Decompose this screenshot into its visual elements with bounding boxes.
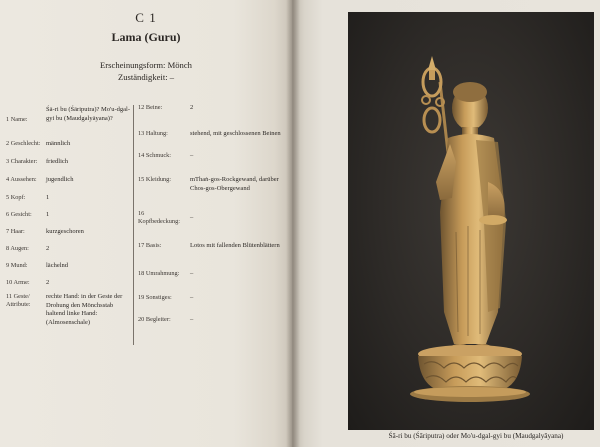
attr-label: 19 Sonstiges: <box>138 294 172 301</box>
attr-label: 17 Basis: <box>138 242 162 249</box>
attr-value: – <box>190 214 194 221</box>
attr-value: 2 <box>46 279 50 286</box>
attr-value: friedlich <box>46 158 69 165</box>
attr-value: – <box>190 316 194 323</box>
attr-value: mThaṅ-gos-Rockgewand, darüber Chos-gos-Obergewand <box>190 176 279 192</box>
attr-label: 1 Name: <box>6 116 28 123</box>
attr-label: 3 Charakter: <box>6 158 38 165</box>
attr-label: 7 Haar: <box>6 228 25 235</box>
attr-label: 11 Geste/ Attribute: <box>6 293 31 308</box>
attr-value: – <box>190 152 194 159</box>
lotus-base <box>410 345 530 402</box>
attr-value: 1 <box>46 211 50 218</box>
attr-value: männlich <box>46 140 71 147</box>
attr-label: 2 Geschlecht: <box>6 140 41 147</box>
entry-title: Lama (Guru) <box>111 30 181 44</box>
attr-value: Lotos mit fallenden Blütenblättern <box>190 242 280 249</box>
attr-value: lächelnd <box>46 262 69 269</box>
attr-value: – <box>190 270 194 277</box>
attr-value: jugendlich <box>46 176 74 183</box>
attr-label: 4 Aussehen: <box>6 176 37 183</box>
attr-label: 15 Kleidung: <box>138 176 172 183</box>
attr-value: 2 <box>46 245 50 252</box>
column-divider <box>133 105 134 345</box>
attr-label: 20 Begleiter: <box>138 316 171 323</box>
attr-label: 16 Kopfbedeckung: <box>138 210 180 225</box>
attr-value: kurzgeschoren <box>46 228 84 235</box>
statue-photo <box>348 12 594 430</box>
attr-value: – <box>190 294 194 301</box>
attr-label: 6 Gesicht: <box>6 211 32 218</box>
attr-value: 1 <box>46 194 50 201</box>
attr-label: 13 Haltung: <box>138 130 168 137</box>
attr-label: 18 Umrahmung: <box>138 270 180 277</box>
left-page <box>0 0 292 447</box>
attr-value: stehend, mit geschlossenen Beinen <box>190 130 281 137</box>
erscheinungsform: Erscheinungsform: Mönch <box>100 60 192 70</box>
attr-label: 9 Mund: <box>6 262 28 269</box>
book-gutter <box>286 0 300 447</box>
attr-label: 5 Kopf: <box>6 194 26 201</box>
attr-value: 2 <box>190 104 194 111</box>
attr-value: rechte Hand: in der Geste der Drohung den Mönchsstab haltend linke Hand: (Almosenschale) <box>46 293 123 326</box>
attr-label: 12 Beine: <box>138 104 163 111</box>
attr-label: 8 Augen: <box>6 245 29 252</box>
attr-value: Śā-ri bu (Śāriputra)? Mo'u-dgal-gyi bu (Maudgalyāyana)? <box>46 106 131 122</box>
zustaendigkeit: Zuständigkeit: – <box>117 72 175 82</box>
attr-label: 10 Arme: <box>6 279 30 286</box>
entry-code: C 1 <box>135 10 157 25</box>
attr-label: 14 Schmuck: <box>138 152 172 159</box>
photo-caption: Śā-ri bu (Śāriputra) oder Mo'u-dgal-gyi bu (Maudgalyāyana) <box>388 432 564 440</box>
statue-illustration <box>348 12 594 430</box>
